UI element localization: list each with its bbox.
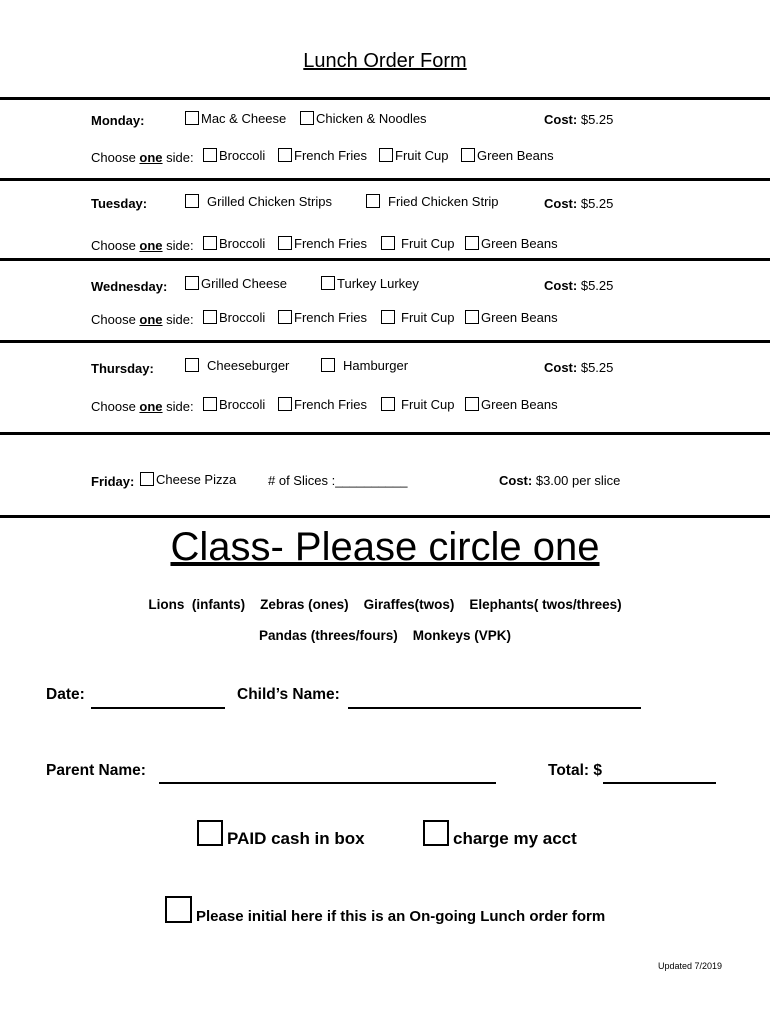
side-option-green-beans[interactable]: Green Beans <box>465 236 558 251</box>
ongoing-order-option[interactable]: Please initial here if this is an On-going Lunch order form <box>165 896 605 925</box>
cost-friday: Cost: $3.00 per slice <box>499 473 621 488</box>
cost-monday: Cost: $5.25 <box>544 112 614 127</box>
checkbox-icon[interactable] <box>203 148 217 162</box>
divider <box>0 340 770 343</box>
side-option-broccoli[interactable]: Broccoli <box>203 148 265 163</box>
main-option-cheeseburger[interactable]: Cheeseburger <box>185 358 289 373</box>
charge-account-option[interactable]: charge my acct <box>423 820 577 849</box>
total-field[interactable] <box>603 782 716 784</box>
day-label-thursday: Thursday: <box>91 361 154 376</box>
day-label-friday: Friday: <box>91 474 135 489</box>
date-field[interactable] <box>91 707 225 709</box>
child-name-field[interactable] <box>348 707 641 709</box>
checkbox-icon[interactable] <box>381 310 395 324</box>
class-options-row-2: Pandas (threes/fours) Monkeys (VPK) <box>258 628 512 643</box>
side-prompt: Choose one side: <box>91 238 194 253</box>
side-prompt: Choose one side: <box>91 399 194 414</box>
main-option-chicken-noodles[interactable]: Chicken & Noodles <box>300 111 427 126</box>
parent-name-label: Parent Name: <box>46 762 146 779</box>
checkbox-icon[interactable] <box>203 397 217 411</box>
side-option-french-fries[interactable]: French Fries <box>278 310 367 325</box>
main-option-grilled-cheese[interactable]: Grilled Cheese <box>185 276 287 291</box>
checkbox-icon[interactable] <box>278 148 292 162</box>
date-label: Date: <box>46 686 85 703</box>
checkbox-icon[interactable] <box>278 397 292 411</box>
checkbox-icon[interactable] <box>140 472 154 486</box>
main-option-hamburger[interactable]: Hamburger <box>321 358 408 373</box>
class-heading: Class- Please circle one <box>170 525 600 569</box>
child-name-label: Child’s Name: <box>237 686 340 703</box>
checkbox-icon[interactable] <box>379 148 393 162</box>
slices-field[interactable]: # of Slices :__________ <box>268 473 408 488</box>
checkbox-icon[interactable] <box>185 358 199 372</box>
main-option-cheese-pizza[interactable]: Cheese Pizza <box>140 472 236 487</box>
checkbox-icon[interactable] <box>165 896 192 923</box>
paid-cash-option[interactable]: PAID cash in box <box>197 820 365 849</box>
checkbox-icon[interactable] <box>465 310 479 324</box>
checkbox-icon[interactable] <box>461 148 475 162</box>
updated-note: Updated 7/2019 <box>658 961 723 971</box>
side-option-green-beans[interactable]: Green Beans <box>465 397 558 412</box>
day-label-monday: Monday: <box>91 113 145 128</box>
cost-wednesday: Cost: $5.25 <box>544 278 614 293</box>
checkbox-icon[interactable] <box>278 310 292 324</box>
parent-name-field[interactable] <box>159 782 496 784</box>
checkbox-icon[interactable] <box>185 111 199 125</box>
checkbox-icon[interactable] <box>381 236 395 250</box>
side-option-french-fries[interactable]: French Fries <box>278 236 367 251</box>
main-option-grilled-chicken-strips[interactable]: Grilled Chicken Strips <box>185 194 332 209</box>
side-option-french-fries[interactable]: French Fries <box>278 148 367 163</box>
checkbox-icon[interactable] <box>321 358 335 372</box>
divider <box>0 258 770 261</box>
day-label-tuesday: Tuesday: <box>91 196 148 211</box>
side-option-fruit-cup[interactable]: Fruit Cup <box>379 148 448 163</box>
side-option-fruit-cup[interactable]: Fruit Cup <box>381 310 454 325</box>
side-option-french-fries[interactable]: French Fries <box>278 397 367 412</box>
checkbox-icon[interactable] <box>381 397 395 411</box>
divider <box>0 515 770 518</box>
checkbox-icon[interactable] <box>321 276 335 290</box>
checkbox-icon[interactable] <box>203 310 217 324</box>
side-option-fruit-cup[interactable]: Fruit Cup <box>381 236 454 251</box>
form-title: Lunch Order Form <box>303 50 467 72</box>
main-option-mac-cheese[interactable]: Mac & Cheese <box>185 111 286 126</box>
divider <box>0 432 770 435</box>
side-option-green-beans[interactable]: Green Beans <box>461 148 554 163</box>
main-option-fried-chicken-strip[interactable]: Fried Chicken Strip <box>366 194 499 209</box>
checkbox-icon[interactable] <box>197 820 223 846</box>
side-option-broccoli[interactable]: Broccoli <box>203 236 265 251</box>
checkbox-icon[interactable] <box>185 194 199 208</box>
main-option-turkey-lurkey[interactable]: Turkey Lurkey <box>321 276 419 291</box>
cost-thursday: Cost: $5.25 <box>544 360 614 375</box>
side-option-broccoli[interactable]: Broccoli <box>203 310 265 325</box>
checkbox-icon[interactable] <box>300 111 314 125</box>
checkbox-icon[interactable] <box>366 194 380 208</box>
side-prompt: Choose one side: <box>91 312 194 327</box>
divider <box>0 97 770 100</box>
side-option-green-beans[interactable]: Green Beans <box>465 310 558 325</box>
side-option-fruit-cup[interactable]: Fruit Cup <box>381 397 454 412</box>
total-label: Total: $ <box>548 762 602 779</box>
cost-tuesday: Cost: $5.25 <box>544 196 614 211</box>
checkbox-icon[interactable] <box>203 236 217 250</box>
checkbox-icon[interactable] <box>185 276 199 290</box>
day-label-wednesday: Wednesday: <box>91 279 168 294</box>
checkbox-icon[interactable] <box>278 236 292 250</box>
side-option-broccoli[interactable]: Broccoli <box>203 397 265 412</box>
class-options-row-1: Lions (infants) Zebras (ones) Giraffes(twos) Elephants( twos/threes) <box>148 597 622 612</box>
checkbox-icon[interactable] <box>465 397 479 411</box>
checkbox-icon[interactable] <box>465 236 479 250</box>
checkbox-icon[interactable] <box>423 820 449 846</box>
side-prompt: Choose one side: <box>91 150 194 165</box>
divider <box>0 178 770 181</box>
